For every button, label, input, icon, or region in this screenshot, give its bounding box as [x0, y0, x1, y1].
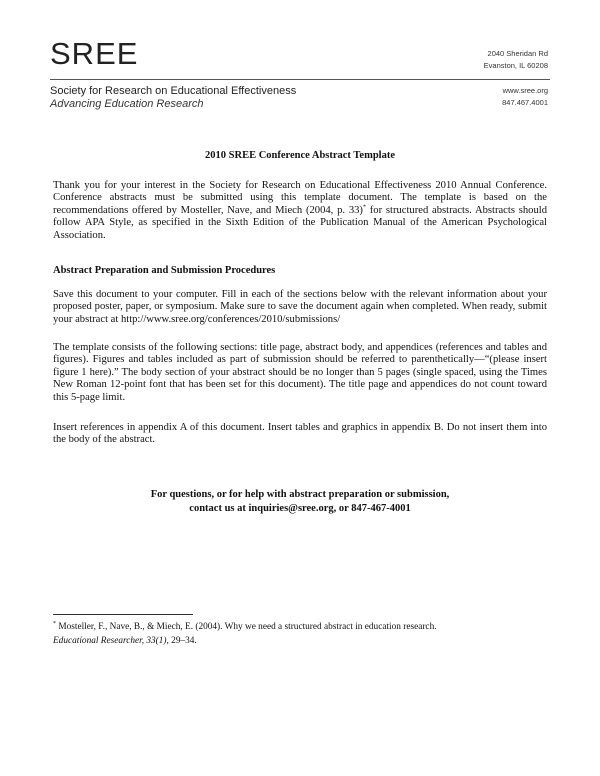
sree-logo: SREE [50, 36, 139, 71]
contact-block [0, 488, 600, 516]
contact-line-2: contact us at inquiries@sree.org, or 847-467-4001 [189, 503, 411, 514]
intro-text-a: Thank you for your interest in the Society for Research on Educational Effectiveness 2010 Annual Conference. Conference abstracts must be submitted using this template document. The template is based on the recommendations offered by Mosteller, Nave, and Miech (2004, p. 33) [53, 180, 547, 216]
footnote-journal: Educational Researcher, 33(1), [53, 635, 169, 646]
footnote-pages: 29–34. [168, 635, 197, 646]
section-heading: Abstract Preparation and Submission Procedures [53, 265, 276, 276]
header-divider [50, 79, 550, 80]
footnote-marker: * [362, 204, 366, 211]
footnote-marker-bottom: * [53, 620, 56, 627]
address-line-2: Evanston, IL 60208 [483, 61, 548, 70]
footnote-divider [53, 614, 193, 615]
footnote [53, 621, 547, 648]
intro-text-b: for structured abstracts. Abstracts should follow APA Style, as specified in the Sixth Edition of the Publication Manual of the American Psychological Association. [53, 204, 547, 241]
phone-number: 847.467.4001 [502, 98, 548, 107]
document-title: 2010 SREE Conference Abstract Template [205, 150, 395, 161]
template-paragraph: The template consists of the following sections: title page, abstract body, and appendices (references and tables and figures). Figures and tables included as part of submission should be referred to parenthetically—“(please insert figure 1 here).” The body section of your abstract should be no longer than 5 pages (single spaced, using the Times New Roman 12-point font that has been set for this document). The title page and appendices do not count toward this 5-page limit. [53, 342, 547, 403]
save-paragraph: Save this document to your computer. Fill in each of the sections below with the relevant information about your proposed poster, paper, or symposium. Make sure to save the document again when completed. When ready, submit your abstract at http://www.sree.org/conferences/2010/submissions/ [53, 289, 547, 325]
address-line-1: 2040 Sheridan Rd [487, 49, 548, 58]
website: www.sree.org [502, 86, 548, 95]
footnote-text: Mosteller, F., Nave, B., & Miech, E. (2004). Why we need a structured abstract in education research. [56, 622, 437, 632]
insert-paragraph: Insert references in appendix A of this document. Insert tables and graphics in appendix B. Do not insert them into the body of the abstract. [53, 422, 547, 446]
org-name: Society for Research on Educational Effectiveness [50, 85, 297, 97]
intro-paragraph [53, 180, 547, 242]
contact-line-1: For questions, or for help with abstract preparation or submission, [150, 489, 450, 500]
org-tagline: Advancing Education Research [50, 98, 204, 110]
